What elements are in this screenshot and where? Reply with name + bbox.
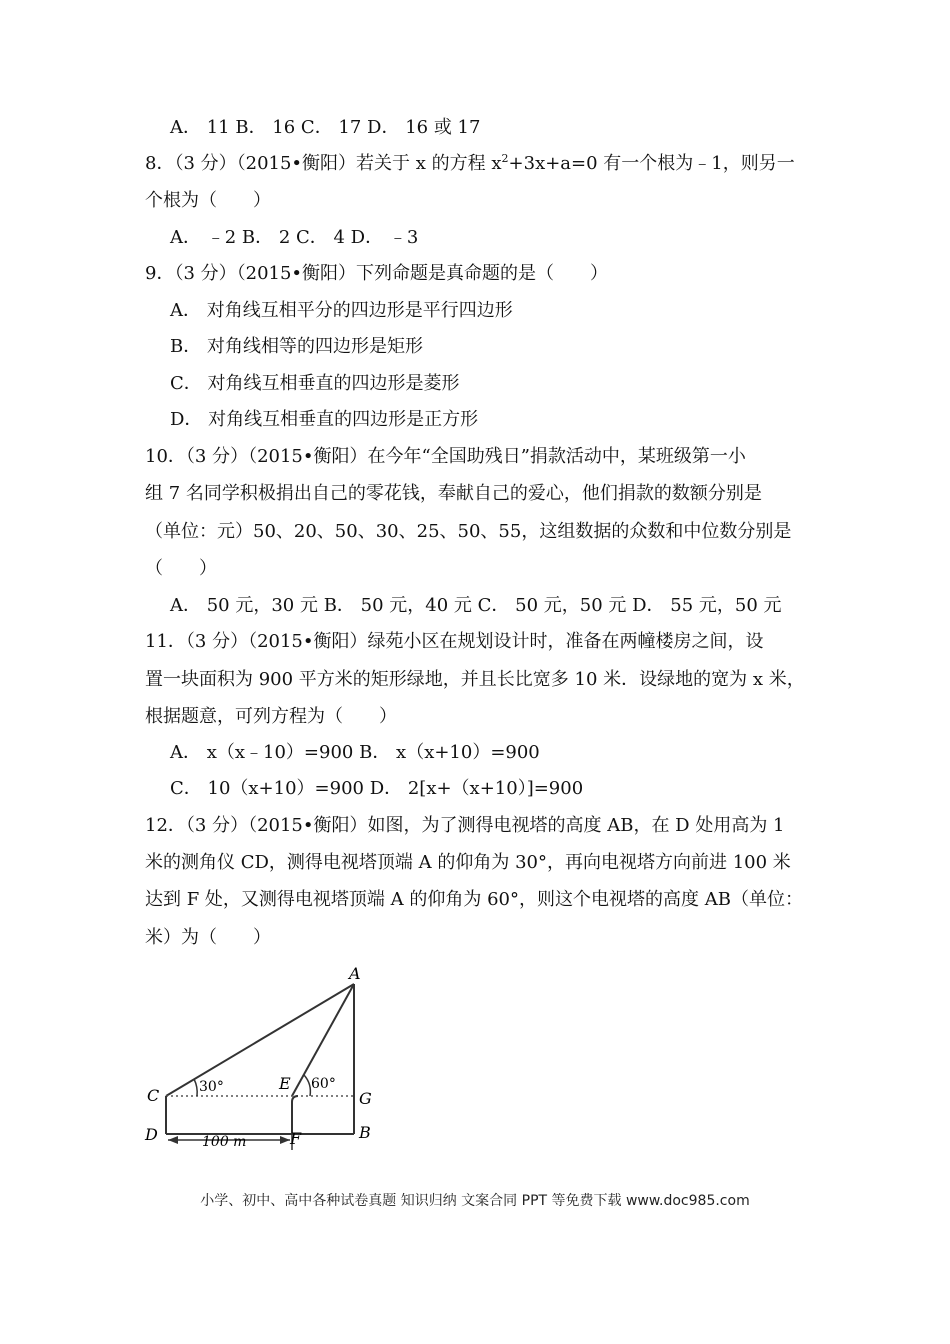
q10-stem-line2: 组 7 名同学积极捐出自己的零花钱，奉献自己的爱心，他们捐款的数额分别是 bbox=[145, 483, 762, 504]
angle-arc-60 bbox=[304, 1075, 310, 1096]
label-b: B bbox=[359, 1123, 371, 1142]
label-c: C bbox=[147, 1086, 160, 1105]
angle-30-label: 30° bbox=[199, 1079, 224, 1095]
label-a: A bbox=[349, 964, 361, 983]
q9-option-d: D． 对角线互相垂直的四边形是正方形 bbox=[170, 409, 479, 430]
q8-options: A． ﹣2 B． 2 C． 4 D． ﹣3 bbox=[170, 227, 419, 248]
q7-options: A． 11 B． 16 C． 17 D． 16 或 17 bbox=[170, 117, 481, 138]
label-e: E bbox=[279, 1074, 291, 1093]
q9-option-a: A． 对角线互相平分的四边形是平行四边形 bbox=[170, 300, 513, 321]
dimension-arrow-left bbox=[168, 1136, 178, 1144]
q11-stem-line3: 根据题意，可列方程为（ ） bbox=[145, 706, 397, 727]
q11-options-cd: C． 10（x+10）=900 D． 2[x+（x+10）]=900 bbox=[170, 778, 584, 799]
q10-stem-line4: （ ） bbox=[145, 558, 217, 579]
q8-stem-line1 bbox=[145, 152, 825, 176]
q8-stem-pre: 8．（3 分）（2015•衡阳）若关于 x 的方程 x bbox=[145, 153, 502, 174]
label-d: D bbox=[145, 1125, 158, 1144]
label-f: F bbox=[290, 1129, 302, 1148]
q11-stem-line2: 置一块面积为 900 平方米的矩形绿地，并且长比宽多 10 米．设绿地的宽为 x 米， bbox=[145, 669, 805, 690]
q10-options: A． 50 元，30 元 B． 50 元，40 元 C． 50 元，50 元 D． 55 元，50 元 bbox=[170, 595, 782, 616]
q8-stem-line2: 个根为（ ） bbox=[145, 190, 271, 211]
q9-stem: 9．（3 分）（2015•衡阳）下列命题是真命题的是（ ） bbox=[145, 263, 609, 284]
page-footer: 小学、初中、高中各种试卷真题 知识归纳 文案合同 PPT 等免费下载 www.doc985.com bbox=[200, 1193, 750, 1209]
tower-diagram bbox=[140, 962, 400, 1152]
q12-stem-line2: 米的测角仪 CD，测得电视塔顶端 A 的仰角为 30°，再向电视塔方向前进 100 米 bbox=[145, 852, 791, 873]
q12-stem-line4: 米）为（ ） bbox=[145, 927, 271, 948]
q11-stem-line1: 11．（3 分）（2015•衡阳）绿苑小区在规划设计时，准备在两幢楼房之间，设 bbox=[145, 631, 764, 652]
distance-label: 100 m bbox=[202, 1134, 247, 1150]
label-g: G bbox=[359, 1089, 372, 1108]
q8-exponent: 2 bbox=[501, 152, 509, 165]
q9-option-c: C． 对角线互相垂直的四边形是菱形 bbox=[170, 373, 460, 394]
angle-arc-30 bbox=[194, 1079, 197, 1096]
q10-stem-line1: 10．（3 分）（2015•衡阳）在今年“全国助残日”捐款活动中，某班级第一小 bbox=[145, 446, 746, 467]
q8-stem-post: +3x+a=0 有一个根为﹣1，则另一 bbox=[508, 153, 795, 174]
q12-stem-line3: 达到 F 处，又测得电视塔顶端 A 的仰角为 60°，则这个电视塔的高度 AB（单位： bbox=[145, 889, 803, 910]
tower-figure bbox=[140, 962, 400, 1156]
angle-60-label: 60° bbox=[311, 1076, 336, 1092]
q11-options-ab: A． x（x﹣10）=900 B． x（x+10）=900 bbox=[170, 742, 540, 763]
dimension-arrow-right bbox=[280, 1136, 290, 1144]
q12-stem-line1: 12．（3 分）（2015•衡阳）如图，为了测得电视塔的高度 AB，在 D 处用高为 1 bbox=[145, 815, 785, 836]
q10-stem-line3: （单位：元）50、20、50、30、25、50、55，这组数据的众数和中位数分别是 bbox=[145, 521, 792, 542]
q9-option-b: B． 对角线相等的四边形是矩形 bbox=[170, 336, 423, 357]
